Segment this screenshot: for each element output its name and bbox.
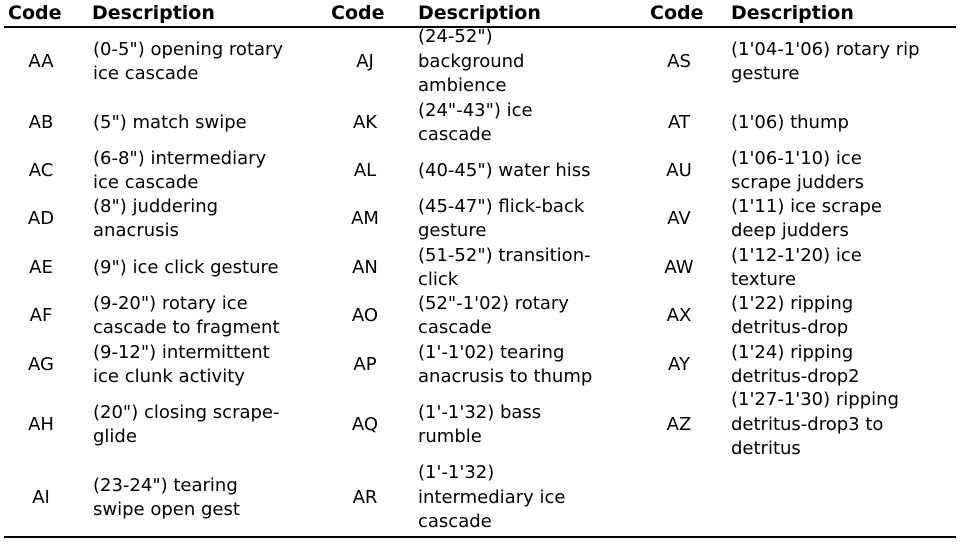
row-description-line: swipe open gest <box>93 499 240 520</box>
row-code: AS <box>667 51 691 72</box>
row-description-line: (23-24") tearing <box>93 474 238 496</box>
row-code: AO <box>351 305 379 326</box>
header-description: Description <box>731 2 854 24</box>
row-description-line: (1'24) ripping <box>731 341 854 363</box>
row-description-line: (9-20") rotary ice <box>93 292 248 314</box>
row-description-line: (1'11) ice scrape <box>731 195 882 217</box>
row-description-line: background <box>418 50 525 72</box>
row-description-line: glide <box>93 426 137 447</box>
row-description-line: scrape judders <box>731 172 865 193</box>
row-description-line: gesture <box>731 63 800 84</box>
row-description-line: click <box>418 269 459 290</box>
row-description-line: ambience <box>418 75 507 97</box>
row-code: AY <box>668 354 690 375</box>
row-description-line: cascade <box>418 317 492 338</box>
row-code: AI <box>32 487 50 508</box>
row-code: AZ <box>666 414 692 435</box>
row-description-line: (1'-1'32) bass <box>418 401 542 423</box>
row-code: AR <box>352 487 378 508</box>
row-description-line: (24-52") <box>418 26 493 48</box>
row-code: AG <box>28 354 54 375</box>
header-code: Code <box>8 2 62 24</box>
row-code: AC <box>28 160 54 181</box>
row-code: AX <box>666 305 692 326</box>
row-code: AT <box>668 112 690 133</box>
row-code: AL <box>353 160 377 181</box>
header-code: Code <box>331 2 385 24</box>
row-description-line: ice clunk activity <box>93 366 245 387</box>
row-code: AM <box>351 208 379 229</box>
row-description-line: (1'06-1'10) ice <box>731 147 862 169</box>
row-description-line: (1'04-1'06) rotary rip <box>731 38 920 60</box>
row-description-line: (1'12-1'20) ice <box>731 244 862 266</box>
header-description: Description <box>418 2 541 24</box>
row-description-line: (1'-1'02) tearing <box>418 341 565 363</box>
row-description-line: ice cascade <box>93 172 199 193</box>
row-description-line: detritus-drop <box>731 317 849 338</box>
row-code: AE <box>29 257 53 278</box>
row-code: AH <box>28 414 54 435</box>
row-description-line: (1'27-1'30) ripping <box>731 389 899 411</box>
row-description-line: texture <box>731 269 797 290</box>
row-description-line: (9-12") intermittent <box>93 341 270 363</box>
row-description-line: anacrusis <box>93 220 179 241</box>
bottom-rule <box>4 536 956 538</box>
row-code: AU <box>666 160 692 181</box>
row-description-line: cascade to fragment <box>93 317 280 338</box>
row-description-line: (45-47") flick-back <box>418 195 585 217</box>
row-description-line: (20") closing scrape- <box>93 401 280 423</box>
row-description-line: cascade <box>418 124 492 145</box>
row-description-line: ice cascade <box>93 63 199 84</box>
row-description-line: deep judders <box>731 220 849 241</box>
row-description-line: (40-45") water hiss <box>418 159 591 181</box>
row-description-line: rumble <box>418 426 482 447</box>
row-description-line: detritus <box>731 438 801 460</box>
row-description-line: (8") juddering <box>93 195 219 217</box>
row-description-line: intermediary ice <box>418 486 566 508</box>
row-code: AD <box>27 208 55 229</box>
row-description-line: (1'06) thump <box>731 111 849 133</box>
row-description-line: detritus-drop2 <box>731 366 860 387</box>
row-description-line: (9") ice click gesture <box>93 256 279 278</box>
row-description-line: (5") match swipe <box>93 111 247 133</box>
header-description: Description <box>92 2 215 24</box>
header-code: Code <box>650 2 704 24</box>
row-description-line: (24"-43") ice <box>418 99 533 121</box>
row-code: AP <box>353 354 377 375</box>
row-description-line: (6-8") intermediary <box>93 147 267 169</box>
row-description-line: cascade <box>418 511 492 533</box>
row-code: AQ <box>351 414 379 435</box>
row-code: AJ <box>356 51 374 72</box>
row-description-line: anacrusis to thump <box>418 366 593 387</box>
row-description-line: detritus-drop3 to <box>731 413 884 435</box>
row-code: AA <box>28 51 54 72</box>
row-description-line: (52"-1'02) rotary <box>418 292 569 314</box>
row-description-line: (1'22) ripping <box>731 292 854 314</box>
row-code: AN <box>352 257 378 278</box>
row-code: AW <box>664 257 694 278</box>
row-description-line: (1'-1'32) <box>418 462 495 484</box>
row-code: AF <box>29 305 53 326</box>
row-description-line: gesture <box>418 220 487 241</box>
row-code: AK <box>352 112 378 133</box>
row-description-line: (51-52") transition- <box>418 244 591 266</box>
row-code: AB <box>28 112 54 133</box>
row-code: AV <box>667 208 691 229</box>
row-description-line: (0-5") opening rotary <box>93 38 284 60</box>
